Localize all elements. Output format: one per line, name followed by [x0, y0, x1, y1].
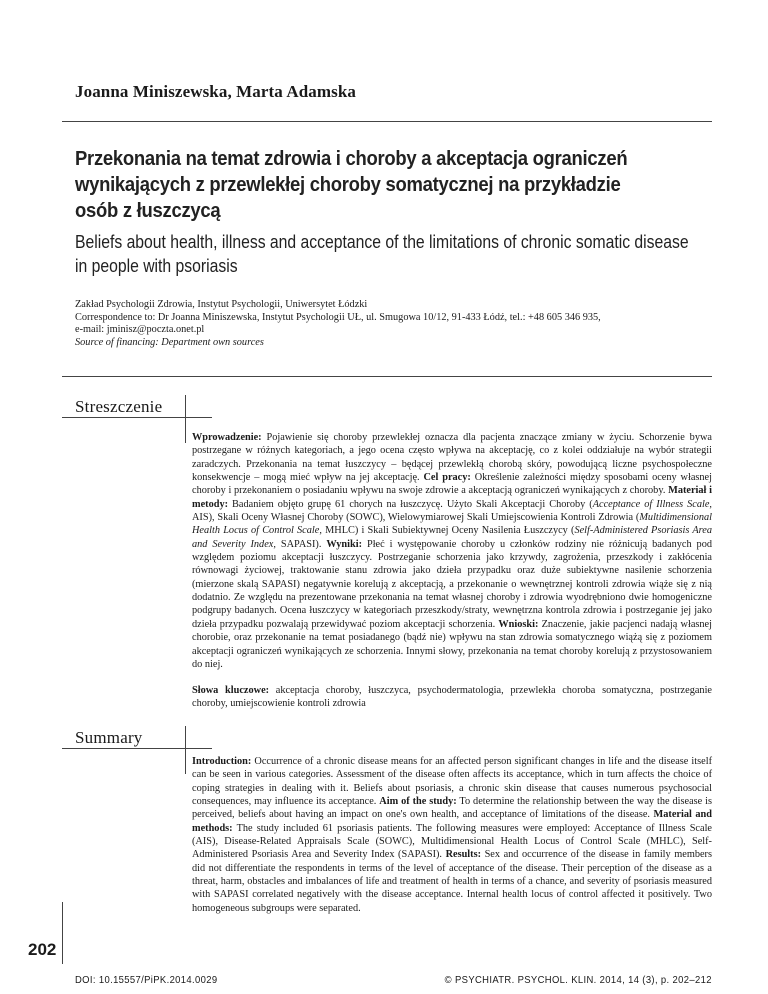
journal-citation: © PSYCHIATR. PSYCHOL. KLIN. 2014, 14 (3), p. 202–212 — [444, 974, 712, 986]
label-results: Results: — [445, 849, 482, 861]
affiliation-rule — [62, 376, 712, 377]
summary-heading-rule — [62, 748, 212, 749]
text-ais-name: Acceptance of Illness Scale — [592, 498, 710, 510]
text-wyniki: Płeć i występowanie choroby u członków rodziny nie różnicują badanych pod względem poziomu akceptacji łuszczycy. Postrzeganie schorzenia jako krzywdy, zagrożenia, przeszkody i zakłócenia równowagi życiowej, traktowanie stanu zdrowia jako dzieła przypadku oraz duże subiektywne nasilenie schorzenia (mierzone skalą SAPASI) negatywnie korelują z akceptacją, a przekonanie o wewnętrznej kontroli zdrowia wiąże się z nią dodatnio. Ze względu na prezentowane przekonania na temat własnej choroby i zdrowia wyodrębniono dwie homogeniczne podgrupy badanych. Ocena łuszczycy w kategoriach przeszkody/straty, wewnętrzna kontrola zdrowia i postrzeganie jej jako dzieła przypadku pozwalają przewidywać poziom akceptacji schorzenia. — [192, 538, 712, 630]
text-aim: To determine the relationship between the way the disease is perceived, beliefs about having an impact on one's own health, and acceptance of limitations of the disease. — [192, 796, 712, 821]
header-rule — [62, 121, 712, 122]
correspondence: Correspondence to: Dr Joanna Miniszewska, Instytut Psychologii UŁ, ul. Smugowa 10/12, 91-433 Łódź, tel.: +48 605 346 935, — [75, 311, 601, 323]
label-aim: Aim of the study: — [379, 796, 457, 808]
text-introduction: Occurrence of a chronic disease means for an affected person significant changes in life and the disease itself can be seen in various categories. Assessment of the disease often affects its acceptance, which in turn affects the choice of coping strategies in dealing with it. Beliefs about psoriasis, a chronic skin disease that causes numerous psychosocial consequences, may influence its acceptance. — [192, 756, 712, 808]
summary-body — [192, 755, 712, 915]
source-of-financing: Source of financing: Department own sources — [75, 336, 264, 348]
text-slowa-kluczowe: akceptacja choroby, łuszczyca, psychodermatologia, przewlekła choroba somatyczna, postrzeganie choroby, umiejscowienie kontroli zdrowia — [192, 685, 712, 710]
text-wprowadzenie: Pojawienie się choroby przewlekłej oznacza dla pacjenta znaczące zmiany w życiu. Schorzenie bywa postrzegane w różnych kategoriach, a jego ocena często wpływa na akceptację, co z kolei oddziałuje na wybór strategii zaradczych. Przekonania na temat łuszczycy – będącej przewlekłą chorobą skóry, powodującą liczne psychospołeczne konsekwencje – mogą mieć wpływ na jej akceptację. — [192, 432, 712, 484]
streszczenie-heading-rule — [62, 417, 212, 418]
streszczenie-body — [192, 431, 712, 671]
streszczenie-heading: Streszczenie — [75, 397, 163, 416]
label-cel-pracy: Cel pracy: — [423, 472, 471, 484]
text-wnioski: Znaczenie, jakie pacjenci nadają własnej chorobie, oraz przekonanie na temat posiadanego (bądź nie) wpływu na stan zdrowia somatycznego wiążą się z poziomem akceptacji ograniczeń wynikających ze schorzenia. Innymi słowy, przekonania na temat choroby korelują z przystosowaniem do niej. — [192, 618, 712, 670]
text-material-d: , SAPASI). — [273, 538, 327, 550]
affiliation-block — [75, 299, 725, 349]
title-polish — [75, 146, 696, 224]
text-material-b: , AIS), Skali Oceny Własnej Choroby (SOWC), Wielowymiarowej Skali Umiejscowienia Kontroli Zdrowia ( — [192, 498, 712, 524]
email: e-mail: jminisz@poczta.onet.pl — [75, 324, 205, 336]
authors: Joanna Miniszewska, Marta Adamska — [75, 82, 356, 101]
label-wyniki: Wyniki: — [326, 538, 363, 550]
title-polish-line-2: wynikających z przewlekłej choroby somatycznej na przykładzie — [75, 173, 621, 196]
text-material-methods: The study included 61 psoriasis patients. The following measures were employed: Acceptance of Illness Scale (AIS), Disease-Related Appraisals Scale (SOWC), Multidimensional Health Locus of Control Scale (MHLC), Self-Administered Psoriasis Area and Severity Index (SAPASI). — [192, 822, 712, 861]
text-sapasi-name: Self-Administered Psoriasis Area and Severity Index — [192, 525, 713, 550]
title-english — [75, 230, 704, 278]
page-number-rule — [62, 902, 63, 964]
title-english-line-2: in people with psoriasis — [75, 255, 238, 276]
keywords-pl — [192, 684, 712, 711]
title-polish-line-1: Przekonania na temat zdrowia i choroby a akceptacja ograniczeń — [75, 147, 628, 170]
affiliation: Zakład Psychologii Zdrowia, Instytut Psychologii, Uniwersytet Łódzki — [75, 299, 368, 310]
label-slowa-kluczowe: Słowa kluczowe: — [192, 685, 270, 696]
summary-heading: Summary — [75, 728, 143, 747]
summary-vertical-rule — [185, 726, 186, 774]
label-wnioski: Wnioski: — [498, 618, 539, 630]
page-number: 202 — [28, 940, 57, 959]
title-english-line-1: Beliefs about health, illness and acceptance of the limitations of chronic somatic disease — [75, 231, 689, 252]
label-wprowadzenie: Wprowadzenie: — [192, 432, 262, 443]
label-introduction: Introduction: — [192, 756, 252, 767]
title-polish-line-3: osób z łuszczycą — [75, 199, 221, 222]
label-material-methods: Material and methods: — [192, 809, 713, 834]
text-cel-pracy: Określenie zależności między sposobami oceny własnej choroby i przekonaniem o posiadaniu wpływu na swoje zdrowie a akceptacją ograniczeń wynikających z choroby. — [192, 472, 712, 497]
doi: DOI: 10.15557/PiPK.2014.0029 — [75, 974, 218, 986]
label-material-metody: Materiał i metody: — [192, 485, 712, 510]
text-material-c: , MHLC) i Skali Subiektywnej Oceny Nasilenia Łuszczycy ( — [319, 525, 575, 537]
text-mhlc-name: Multidimensional Health Locus of Control Scale — [192, 512, 712, 537]
streszczenie-vertical-rule — [185, 395, 186, 443]
text-material-a: Badaniem objęto grupę 61 chorych na łuszczycę. Użyto Skali Akceptacji Choroby ( — [228, 498, 593, 510]
text-results: Sex and occurrence of the disease in family members did not differentiate the respondents in terms of the level of acceptance of the disease. Their perception of the disease as a threat, harm, obstacles and imbalances of life and treatment of health in terms of a chance, and severity of psoriasis measured with SAPASI correlated negatively with the disease acceptance. Internal health locus of control affected it positively. Two homogeneous subgroups were separated. — [192, 849, 712, 914]
